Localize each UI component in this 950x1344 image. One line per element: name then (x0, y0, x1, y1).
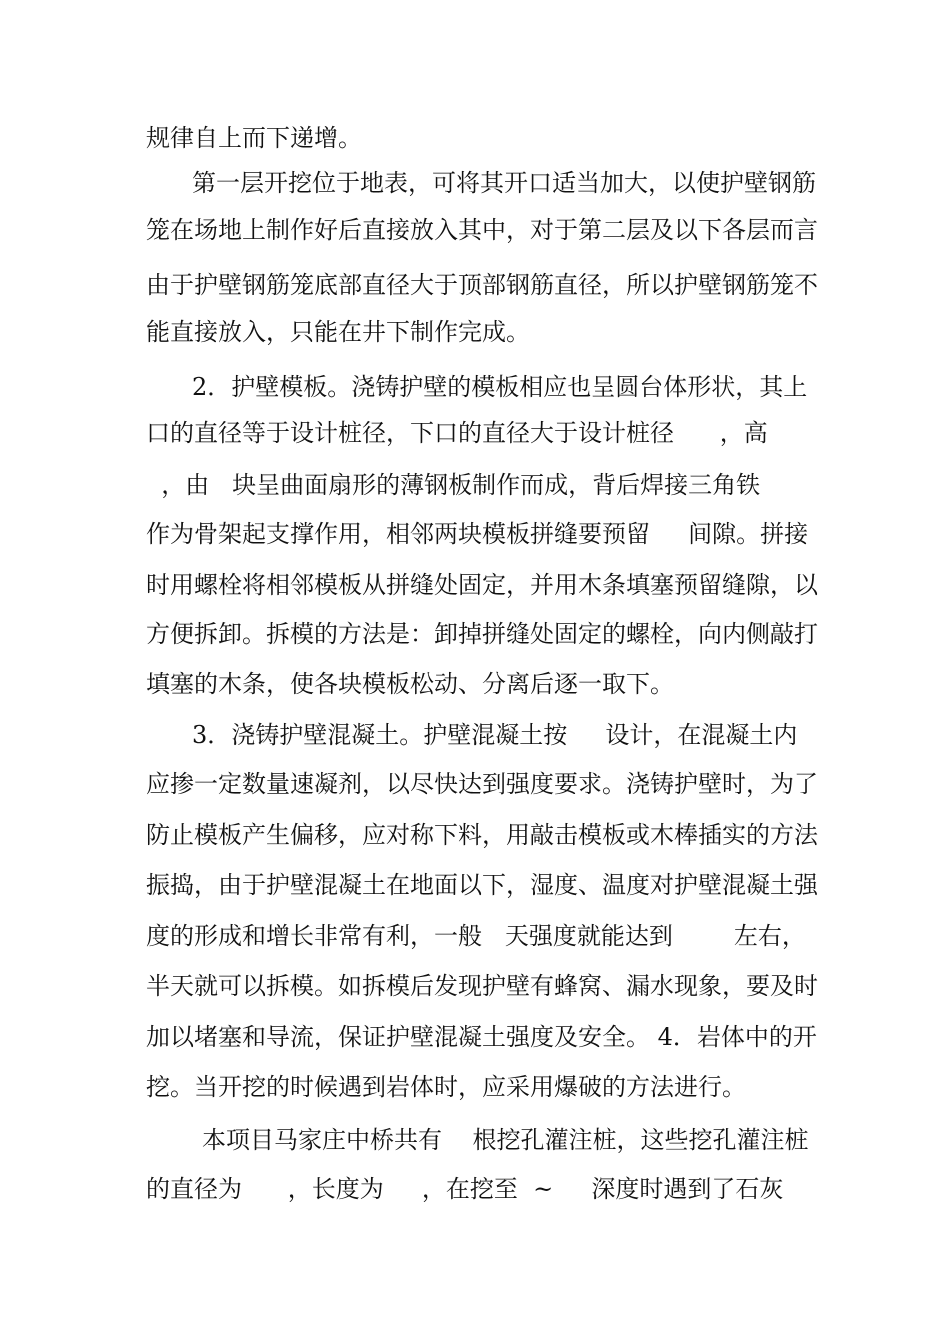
text-line: 能直接放入，只能在井下制作完成。 (146, 318, 530, 346)
text-line: 3．浇铸护壁混凝土。护壁混凝土按 设计，在混凝土内 (192, 721, 798, 749)
text-line: 防止模板产生偏移，应对称下料，用敲击模板或木棒插实的方法 (146, 821, 818, 849)
text-line: 2．护壁模板。浇铸护壁的模板相应也呈圆台体形状，其上 (192, 373, 808, 401)
text-line: 填塞的木条，使各块模板松动、分离后逐一取下。 (146, 670, 674, 698)
text-line: ，由 块呈曲面扇形的薄钢板制作而成，背后焊接三角铁 (146, 471, 761, 499)
text-line: 规律自上而下递增。 (146, 124, 362, 152)
text-line: 振捣，由于护壁混凝土在地面以下，湿度、温度对护壁混凝土强 (146, 871, 818, 899)
text-line: 口的直径等于设计桩径，下口的直径大于设计桩径 ，高 (146, 419, 768, 447)
text-line: 作为骨架起支撑作用，相邻两块模板拼缝要预留 间隙。拼接 (146, 520, 809, 548)
text-line: 应掺一定数量速凝剂，以尽快达到强度要求。浇铸护壁时，为了 (146, 770, 818, 798)
text-line: 度的形成和增长非常有利，一般 天强度就能达到 左右， (146, 922, 806, 950)
text-line: 的直径为 ，长度为 ，在挖至 ~ 深度时遇到了石灰 (146, 1175, 784, 1203)
text-line: 方便拆卸。拆模的方法是：卸掉拼缝处固定的螺栓，向内侧敲打 (146, 620, 818, 648)
text-line: 第一层开挖位于地表，可将其开口适当加大，以使护壁钢筋 (192, 169, 816, 197)
text-line: 笼在场地上制作好后直接放入其中，对于第二层及以下各层而言 (146, 216, 818, 244)
text-line: 本项目马家庄中桥共有 根挖孔灌注桩，这些挖孔灌注桩 (202, 1126, 809, 1154)
text-line: 半天就可以拆模。如拆模后发现护壁有蜂窝、漏水现象，要及时 (146, 972, 818, 1000)
text-line: 时用螺栓将相邻模板从拼缝处固定，并用木条填塞预留缝隙，以 (146, 571, 818, 599)
text-line: 加以堵塞和导流，保证护壁混凝土强度及安全。 4．岩体中的开 (146, 1023, 817, 1051)
text-line: 由于护壁钢筋笼底部直径大于顶部钢筋直径，所以护壁钢筋笼不 (146, 271, 818, 299)
text-line: 挖。当开挖的时候遇到岩体时，应采用爆破的方法进行。 (146, 1073, 746, 1101)
